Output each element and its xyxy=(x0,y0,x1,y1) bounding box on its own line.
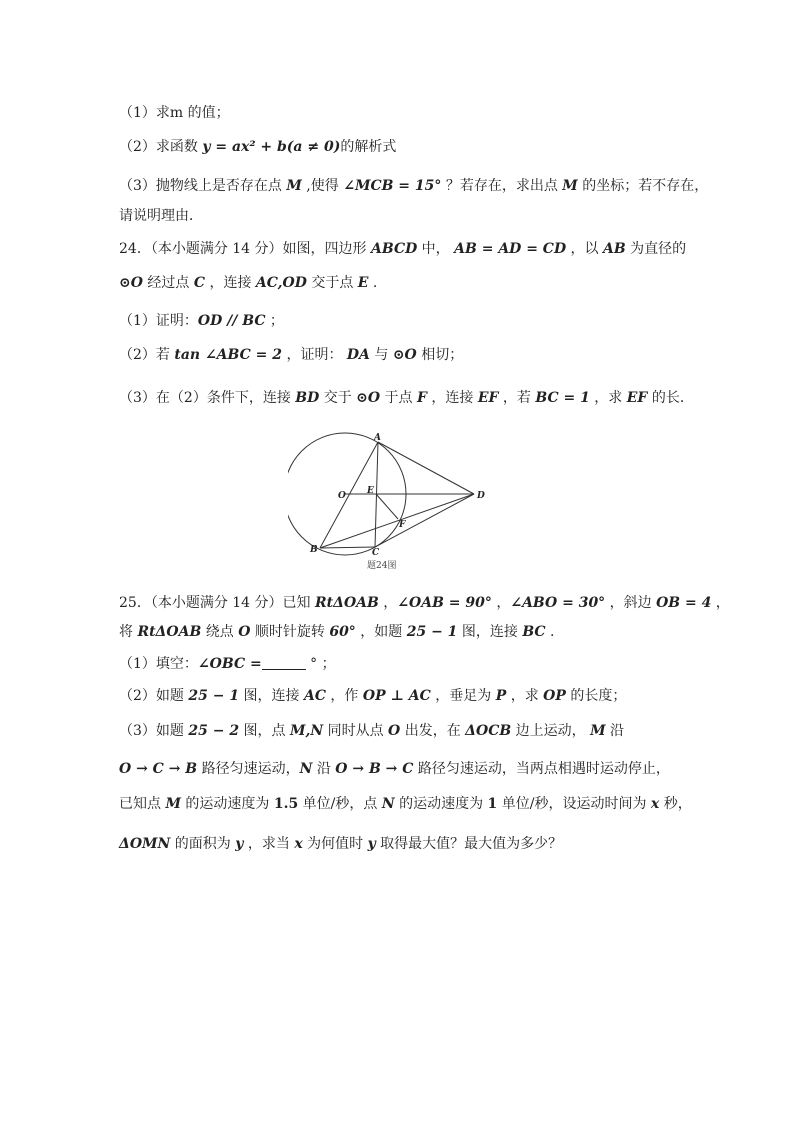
math: BD xyxy=(295,390,320,406)
math: O → C → B xyxy=(119,761,198,777)
math: y xyxy=(235,836,244,852)
math: ΔOMN xyxy=(119,836,171,852)
line-q25-3d xyxy=(119,834,562,854)
math: AB xyxy=(603,241,626,257)
text: 将 xyxy=(119,624,138,640)
text: 图，连接 xyxy=(239,688,304,704)
text: 单位/秒，设运动时间为 xyxy=(497,796,651,812)
figure-caption: 题24图 xyxy=(367,561,397,571)
text: ，以 xyxy=(566,241,603,257)
text: （3）如题 xyxy=(119,723,189,739)
text: 的面积为 xyxy=(170,836,236,852)
text: （2）如题 xyxy=(119,688,189,704)
text: 图，点 xyxy=(239,723,290,739)
text: 顺时针旋转 xyxy=(250,624,330,640)
text: 与 xyxy=(369,347,393,363)
math: tan ∠ABC = 2 xyxy=(174,347,282,363)
line-q25-stem-2 xyxy=(119,622,554,642)
line-q25-3 xyxy=(119,721,624,741)
line-q24-2 xyxy=(119,345,463,365)
text: （1）证明： xyxy=(119,313,198,329)
label-e: E xyxy=(367,486,374,496)
text: ，若 xyxy=(498,390,536,406)
label-a: A xyxy=(374,433,381,443)
text: ，求当 xyxy=(243,836,295,852)
text: ， xyxy=(711,595,730,611)
text: 25．（本小题满分 14 分）已知 xyxy=(119,595,315,611)
math: M xyxy=(165,796,181,812)
math: ∠MCB = 15° xyxy=(343,178,442,194)
text: 的运动速度为 xyxy=(394,796,488,812)
text: 同时从点 xyxy=(323,723,389,739)
math: N xyxy=(299,761,313,777)
text: ，如题 xyxy=(355,624,407,640)
text: 沿 xyxy=(312,761,336,777)
text: 单位/秒，点 xyxy=(298,796,382,812)
text: 沿 xyxy=(605,723,625,739)
text: （3）抛物线上是否存在点 xyxy=(119,178,287,194)
math: 25 − 1 xyxy=(188,688,240,704)
math: N xyxy=(381,796,395,812)
text: （2）若 xyxy=(119,347,175,363)
segment-bd xyxy=(320,494,474,548)
text: ,使得 xyxy=(301,178,344,194)
text: . xyxy=(368,275,378,291)
text: （2）求函数 xyxy=(119,139,203,155)
text: 的长． xyxy=(647,390,694,406)
math: RtΔOAB xyxy=(137,624,202,640)
line-q25-stem-1 xyxy=(119,593,730,613)
math: M xyxy=(562,178,578,194)
text: 24．（本小题满分 14 分）如图，四边形 xyxy=(119,241,371,257)
text: 的长度； xyxy=(565,688,627,704)
math: 25 − 1 xyxy=(406,624,458,640)
math: y = ax² + b(a ≠ 0) xyxy=(202,139,341,155)
math: DA xyxy=(346,347,370,363)
math: BC = 1 xyxy=(535,390,590,406)
text: 的解析式 xyxy=(340,139,397,155)
math: P xyxy=(495,688,507,704)
math: OP xyxy=(543,688,566,704)
text: 秒， xyxy=(659,796,692,812)
text: 边上运动， xyxy=(511,723,591,739)
text: 取得最大值？最大值为多少？ xyxy=(375,836,563,852)
segment-ef xyxy=(376,494,398,519)
label-o: O xyxy=(338,491,346,501)
label-f: F xyxy=(399,520,406,530)
text: 路径匀速运动，当两点相遇时运动停止， xyxy=(413,761,670,777)
geometry-figure-24 xyxy=(288,430,498,575)
math: ABCD xyxy=(370,241,418,257)
text: 相切； xyxy=(416,347,464,363)
text: 绕点 xyxy=(201,624,239,640)
text: ，连接 xyxy=(426,390,478,406)
text: ？若存在，求出点 xyxy=(441,178,563,194)
math: E xyxy=(357,275,369,291)
label-b: B xyxy=(310,545,318,555)
text: 路径匀速运动， xyxy=(197,761,300,777)
line-q23-2 xyxy=(119,137,396,157)
segment-bc xyxy=(320,547,375,548)
math: O xyxy=(388,723,401,739)
text: 已知点 xyxy=(119,796,166,812)
math: ⊙O xyxy=(392,347,417,363)
text: . xyxy=(545,624,555,640)
math: ∠ABO = 30° xyxy=(510,595,606,611)
line-q24-stem-1 xyxy=(119,239,686,259)
text: 中， xyxy=(417,241,455,257)
text: ，连接 xyxy=(205,275,256,291)
segment-ad xyxy=(378,442,474,494)
text: 出发，在 xyxy=(400,723,466,739)
math: x xyxy=(294,836,303,852)
text: ，斜边 xyxy=(605,595,657,611)
text: ，垂足为 xyxy=(430,688,496,704)
answer-blank[interactable] xyxy=(262,655,306,670)
text: （3）在（2）条件下，连接 xyxy=(119,390,296,406)
line-q23-3 xyxy=(119,176,708,196)
math: C xyxy=(193,275,205,291)
text: 为直径的 xyxy=(625,241,687,257)
math: RtΔOAB xyxy=(314,595,379,611)
line-q25-1 xyxy=(119,654,336,674)
math: AB = AD = CD xyxy=(454,241,567,257)
segment-cd xyxy=(375,494,474,547)
math: OP ⊥ AC xyxy=(362,688,431,704)
text: ； xyxy=(265,313,284,329)
math: ∠OBC = xyxy=(197,656,262,672)
math: ΔOCB xyxy=(465,723,512,739)
text: ， xyxy=(491,595,511,611)
math: 1.5 xyxy=(273,796,299,812)
math: ⊙O xyxy=(356,390,381,406)
line-q25-3b xyxy=(119,759,670,779)
math: AC xyxy=(303,688,326,704)
text: 交于点 xyxy=(306,275,358,291)
math: x xyxy=(650,796,660,812)
line-q25-2 xyxy=(119,686,626,706)
text: ，求 xyxy=(589,390,627,406)
math: F xyxy=(417,390,427,406)
text: ，作 xyxy=(325,688,363,704)
math: O → B → C xyxy=(335,761,414,777)
label-c: C xyxy=(372,548,380,558)
text: 交于 xyxy=(319,390,357,406)
math: EF xyxy=(477,390,499,406)
line-q24-stem-2 xyxy=(119,273,377,293)
text: ，求 xyxy=(506,688,544,704)
math: ∠OAB = 90° xyxy=(397,595,492,611)
math: 25 − 2 xyxy=(188,723,240,739)
text: 的坐标；若不存在， xyxy=(577,178,709,194)
line-q23-3b: 请说明理由． xyxy=(119,208,203,224)
text: 为何值时 xyxy=(302,836,368,852)
text: ， xyxy=(378,595,398,611)
math: M xyxy=(286,178,302,194)
math: OB = 4 xyxy=(656,595,712,611)
math: M xyxy=(590,723,606,739)
text: 图，连接 xyxy=(457,624,523,640)
text: 的运动速度为 xyxy=(180,796,274,812)
text: 于点 xyxy=(380,390,417,406)
math: O xyxy=(238,624,251,640)
line-q23-1: （1）求m 的值； xyxy=(119,105,230,121)
label-d: D xyxy=(477,491,485,501)
text: （1）填空： xyxy=(119,656,198,672)
text: ，证明： xyxy=(282,347,347,363)
math: 60° xyxy=(329,624,356,640)
line-q24-1 xyxy=(119,311,284,331)
math: y xyxy=(367,836,376,852)
math: 1 xyxy=(487,796,498,812)
text: 经过点 xyxy=(142,275,194,291)
text: ° ； xyxy=(305,656,336,672)
math: AC,OD xyxy=(255,275,307,291)
math: ⊙O xyxy=(119,275,143,291)
line-q24-3 xyxy=(119,388,694,408)
math: EF xyxy=(626,390,648,406)
math: BC xyxy=(522,624,546,640)
math: M,N xyxy=(289,723,324,739)
math: OD // BC xyxy=(197,313,266,329)
line-q25-3c xyxy=(119,794,692,814)
